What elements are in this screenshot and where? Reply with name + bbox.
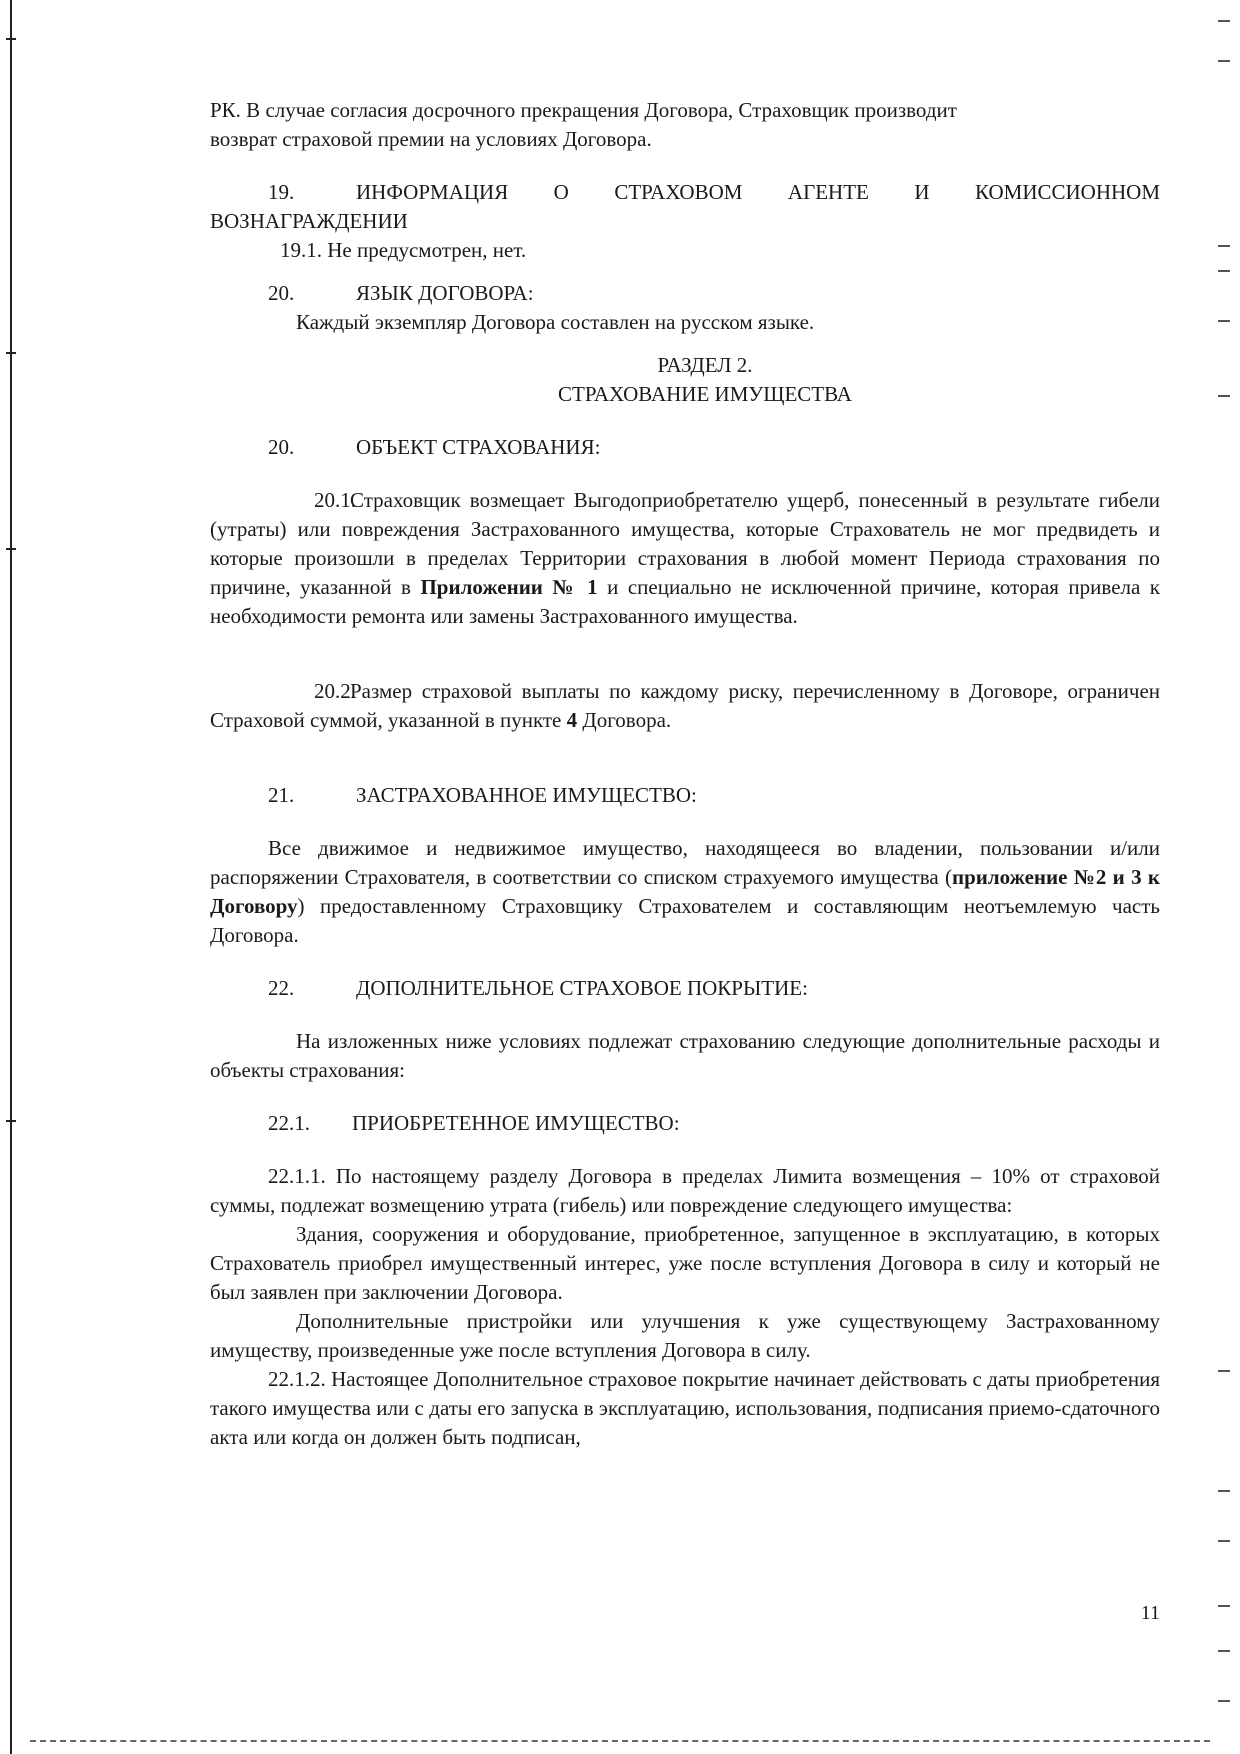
clause-22-1-1: 22.1.1. По настоящему разделу Договора в пределах Лимита возмещения – 10% от страховой суммы, подлежат возмещению утрата (гибель) или повреждение следующего имущества:	[210, 1164, 1160, 1217]
clause-20-2-text: Размер страховой выплаты по каждому риску, перечисленному в Договоре, ограничен Страховой суммой, указанной в пункте	[210, 679, 1160, 732]
clause-22-1-1-item-buildings: Здания, сооружения и оборудование, приобретенное, запущенное в эксплуатацию, в которых Страхователь приобрел имущественный интерес, уже после вступления Договора в силу и который не был заявлен при заключении Договора.	[210, 1222, 1160, 1304]
section-19-heading	[210, 178, 1160, 207]
section-2-title: СТРАХОВАНИЕ ИМУЩЕСТВА	[558, 382, 852, 406]
s18-tail-line1: РК. В случае согласия досрочного прекращения Договора, Страховщик производит	[210, 98, 957, 122]
section-22-1-heading	[210, 1109, 1160, 1138]
right-edge-marks	[1200, 0, 1240, 1754]
clause-20-2	[210, 677, 1160, 735]
section-21-text-end: ) предоставленному Страховщику Страхователем и составляющим неотъемлемую часть Договора.	[210, 894, 1160, 947]
clause-20-1	[210, 486, 1160, 631]
clause-20-2-text-end: Договора.	[577, 708, 672, 732]
section-22-heading	[210, 974, 1160, 1003]
section-19-number: 19.	[268, 180, 295, 204]
section-21-heading	[210, 781, 1160, 810]
section-22-title: ДОПОЛНИТЕЛЬНОЕ СТРАХОВОЕ ПОКРЫТИЕ:	[356, 976, 808, 1000]
section-22-1-title: ПРИОБРЕТЕННОЕ ИМУЩЕСТВО:	[352, 1111, 680, 1135]
bottom-scan-line	[30, 1740, 1210, 1742]
binding-tick	[6, 352, 16, 354]
clause-22-1-2: 22.1.2. Настоящее Дополнительное страховое покрытие начинает действовать с даты приобретения такого имущества или с даты его запуска в эксплуатацию, использования, подписания приемо-сдаточного акта или когда он должен быть подписан,	[210, 1367, 1160, 1449]
section-22-number: 22.	[268, 976, 295, 1000]
section-21-text-start: Все движимое и недвижимое имущество, находящееся во владении, пользовании и/или распоряжении Страхователя, в соответствии со списком страхуемого имущества (	[210, 836, 1160, 889]
section-22-1-number: 22.1.	[268, 1111, 310, 1135]
document-body	[210, 96, 1160, 1452]
section-20-object-title: ОБЪЕКТ СТРАХОВАНИЯ:	[356, 435, 601, 459]
section-21-text	[210, 834, 1160, 950]
binding-margin-line	[10, 0, 12, 1754]
binding-tick	[6, 38, 16, 40]
section-20-language-number: 20.	[268, 281, 295, 305]
section-21-title: ЗАСТРАХОВАННОЕ ИМУЩЕСТВО:	[356, 783, 697, 807]
page-number: 11	[1140, 1602, 1160, 1624]
section-20-language-heading	[210, 279, 1160, 308]
binding-tick	[6, 1120, 16, 1122]
section-21-number: 21.	[268, 783, 295, 807]
clause-22-1-1-item-additions: Дополнительные пристройки или улучшения к уже существующему Застрахованному имуществу, произведенные уже после вступления Договора в силу.	[210, 1309, 1160, 1362]
clause-20-1-text: Страховщик возмещает Выгодоприобретателю ущерб, понесенный в результате гибели (утраты) или повреждения Застрахованного имущества, которые Страхователь не мог предвидеть и которые произошли в пределах Территории страхования в любой момент Периода страхования по причине, указанной в	[210, 488, 1160, 599]
clause-20-2-point-ref: 4	[566, 708, 578, 732]
section-20-language-text: Каждый экземпляр Договора составлен на русском языке.	[296, 310, 815, 334]
clause-20-1-number: 20.1.	[314, 488, 356, 512]
binding-tick	[6, 548, 16, 550]
section-20-object-heading	[210, 433, 1160, 462]
section-20-object-number: 20.	[268, 435, 295, 459]
section-20-language-title: ЯЗЫК ДОГОВОРА:	[356, 281, 534, 305]
s18-tail-line2: возврат страховой премии на условиях Договора.	[210, 127, 652, 151]
section-22-intro: На изложенных ниже условиях подлежат страхованию следующие дополнительные расходы и объекты страхования:	[210, 1029, 1160, 1082]
clause-20-1-annex-ref: Приложении № 1	[420, 575, 598, 599]
section-19-title-line1: ИНФОРМАЦИЯ О СТРАХОВОМ АГЕНТЕ И КОМИССИОННОМ	[356, 180, 1160, 204]
section-2-label: РАЗДЕЛ 2.	[657, 353, 753, 377]
section-19-item: 19.1. Не предусмотрен, нет.	[280, 238, 527, 262]
section-21-annex-ref: приложение №2 и 3 к Договору	[210, 865, 1160, 918]
section-19-title-line2: ВОЗНАГРАЖДЕНИИ	[210, 209, 408, 233]
clause-20-2-number: 20.2.	[314, 679, 356, 703]
clause-20-1-text-end: и специально не исключенной причине, которая привела к необходимости ремонта или замены Застрахованного имущества.	[210, 575, 1160, 628]
